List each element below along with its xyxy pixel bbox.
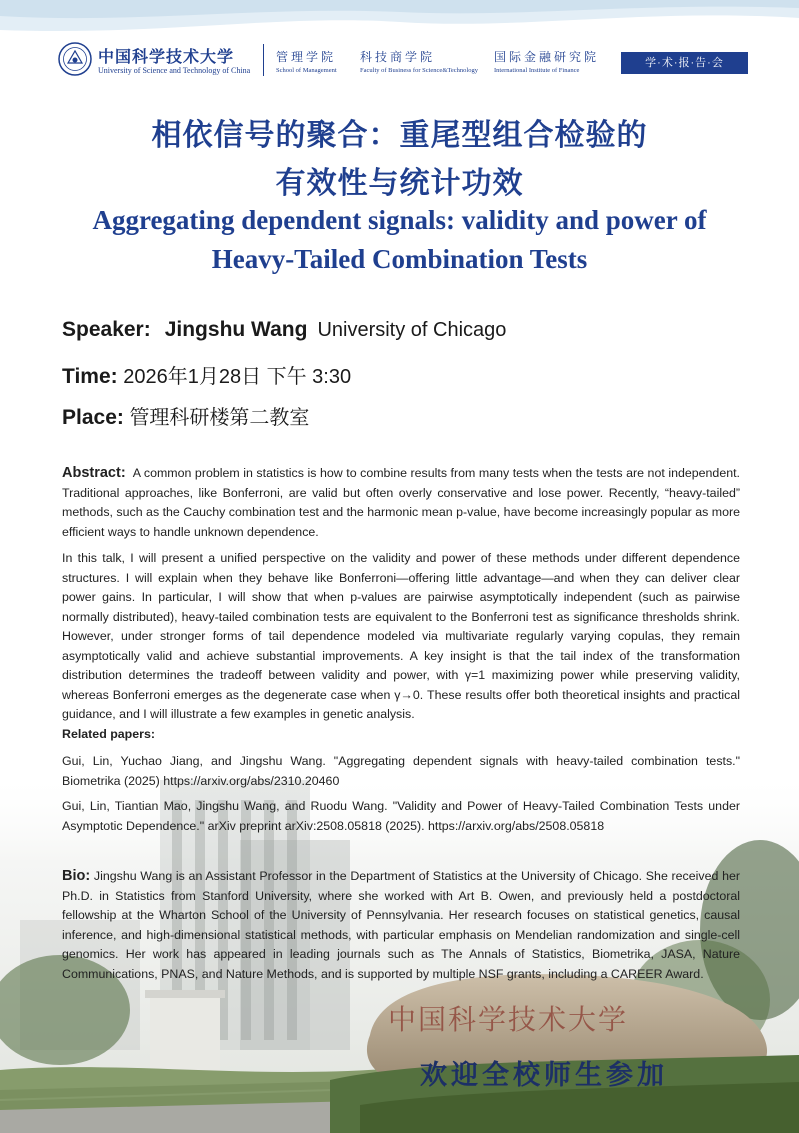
speaker-name: Jingshu Wang [164, 318, 308, 341]
top-wave-decoration [0, 0, 799, 45]
university-name-en: University of Science and Technology of China [98, 66, 251, 75]
time-line [62, 360, 351, 389]
speaker-line [62, 318, 506, 342]
related-papers-heading: Related papers: [62, 727, 155, 741]
place-label: Place: [62, 406, 124, 429]
time-label: Time: [62, 365, 118, 388]
place-line [62, 401, 309, 430]
unit-finance-institute [494, 48, 599, 74]
title-en-line1: Aggregating dependent signals: validity and power of [92, 205, 707, 235]
rock-inscription: 中国科学技术大学 [388, 1003, 629, 1036]
related-paper: Gui, Lin, Yuchao Jiang, and Jingshu Wang. "Aggregating dependent signals with heavy-tailed combination tests." Biometrika (2025) https://arxiv.org/abs/2310.20460 [62, 754, 740, 788]
unit-name-cn: 国际金融研究院 [494, 50, 600, 64]
related-paper: Gui, Lin, Tiantian Mao, Jingshu Wang, and Ruodu Wang. "Validity and Power of Heavy-Tailed Combination Tests under Asymptotic Dependence." arXiv preprint arXiv:2508.05818 (2025). https://arxiv.org/abs/2508.05818 [62, 799, 740, 833]
abstract-paragraph-2 [62, 549, 740, 732]
welcome-text: 欢迎全校师生参加 [420, 1060, 668, 1091]
abstract-text: A common problem in statistics is how to combine results from many tests when the tests are not independent. Traditional approaches, like Bonferroni, are valid but often overly conservative and lose power. Recently, “heavy-tailed” methods, such as the Cauchy combination test and the harmonic mean p-value, have become increasingly popular as more efficient ways to handle unknown dependence. [62, 466, 740, 539]
unit-name-en: School of Management [276, 67, 337, 74]
seminar-badge: 学·术·报·告·会 [621, 52, 748, 74]
unit-name-en: International Institute of Finance [494, 67, 580, 74]
title-en-line2: Heavy-Tailed Combination Tests [211, 244, 588, 274]
bio [62, 867, 740, 991]
title-cn-line2: 有效性与统计功效 [275, 166, 524, 201]
unit-name-en: Faculty of Business for Science&Technology [360, 67, 478, 74]
unit-name-cn: 科技商学院 [360, 50, 436, 64]
unit-business-school [360, 48, 478, 74]
unit-school-of-management [276, 48, 337, 74]
speaker-label: Speaker: [62, 318, 151, 341]
bio-text: Jingshu Wang is an Assistant Professor in the Department of Statistics at the University of Chicago. She received her Ph.D. in Statistics from Stanford University, where she worked with Art B. Owen, and previously held a postdoctoral fellowship at the Wharton School of the University of Pennsylvania. Her research focuses on statistical genetics, causal inference, and high-dimensional statistical methods, with particular emphasis on Mendelian randomization and single-cell genomics. Her work has appeared in leading journals such as The Annals of Statistics, Biometrika, JASA, Nature Communications, PNAS, and Nature Methods, and is supported by multiple NSF grants, including a CAREER Award. [62, 869, 740, 981]
header-divider [263, 44, 264, 76]
place-value: 管理科研楼第二教室 [129, 407, 310, 429]
unit-name-cn: 管理学院 [276, 50, 337, 64]
bio-label: Bio: [62, 868, 91, 884]
abstract-paragraph-text: In this talk, I will present a unified perspective on the validity and power of these methods under different dependence structures. I will explain when they behave like Bonferroni—offering little advantage—and when they can deliver clear power gains. In particular, I will show that when p-values are pairwise asymptotically independent (such as pairwise normally distributed), heavy-tailed combination tests are equivalent to the Bonferroni test as significance thresholds shrink. However, under stronger forms of tail dependence modeled via multivariate regularly varying copulas, they remain asymptotically valid and achieve substantial improvements. A key insight is that the tail index of the transformation distribution determines the tradeoff between validity and power, with γ=1 maximizing power while preserving validity, whereas Bonferroni emerges as the degenerate case when γ→0. These results offer both theoretical insights and practical guidance, and I will illustrate a few examples in genetic analysis. [62, 551, 740, 721]
abstract [62, 464, 740, 549]
abstract-label: Abstract: [62, 465, 126, 481]
speaker-affiliation: University of Chicago [317, 319, 507, 341]
university-seal-icon [58, 42, 92, 76]
title-cn-line1: 相依信号的聚合：重尾型组合检验的 [151, 118, 648, 153]
time-value: 2026年1月28日 下午 3:30 [123, 366, 352, 388]
header [58, 42, 758, 78]
university-name-cn: 中国科学技术大学 [98, 47, 235, 66]
